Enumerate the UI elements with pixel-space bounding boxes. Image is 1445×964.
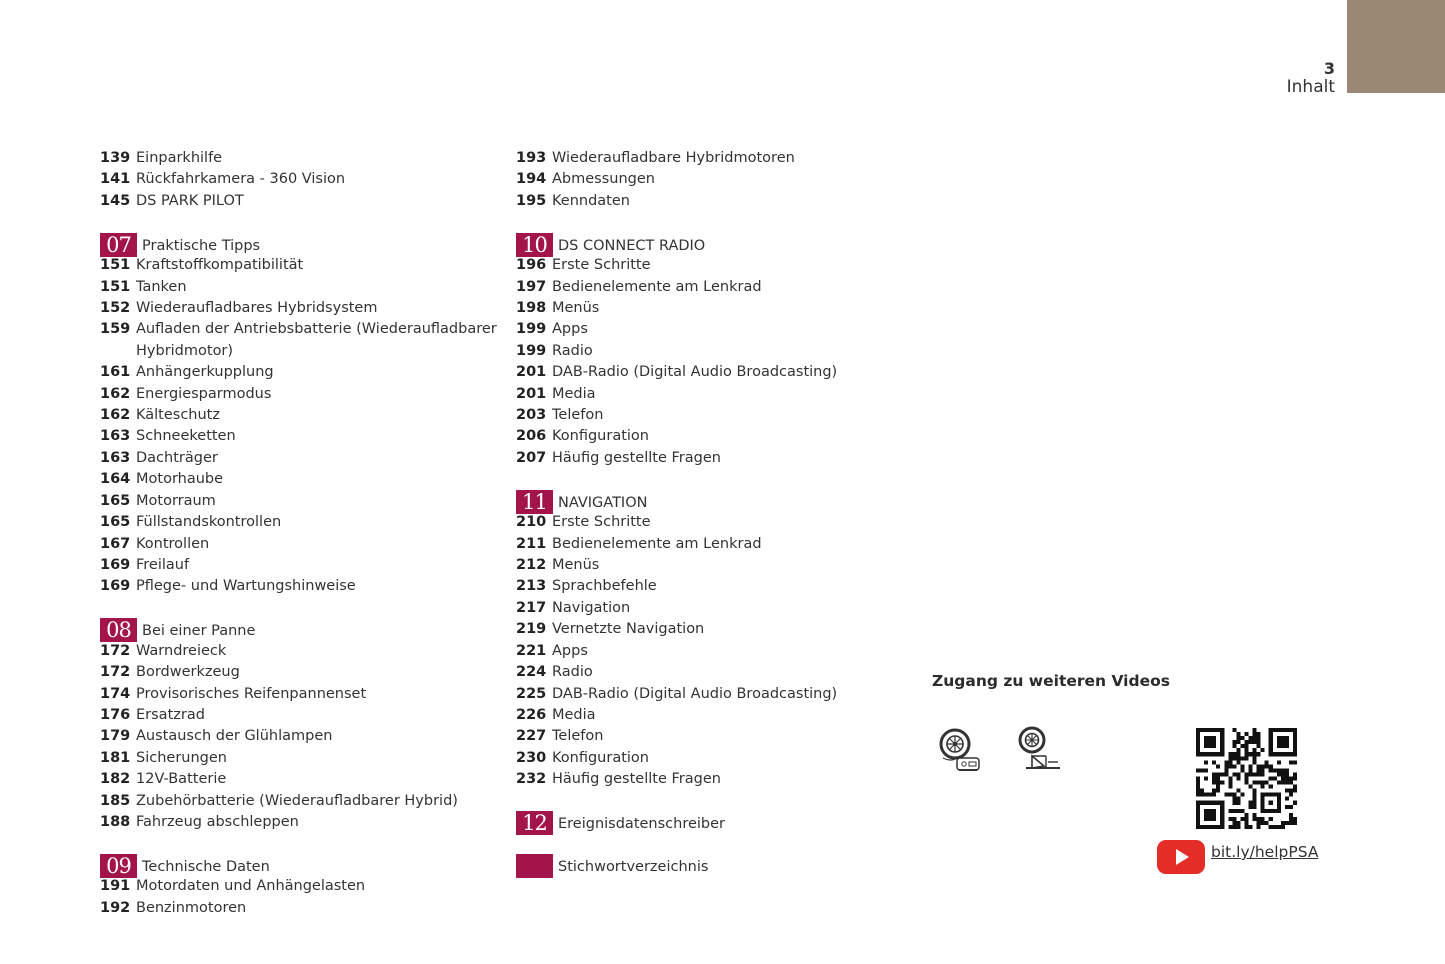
chapter-title: Technische Daten: [142, 858, 270, 875]
chapter-title: Ereignisdatenschreiber: [558, 816, 726, 833]
toc-entry[interactable]: 188 Fahrzeug abschleppen: [100, 814, 299, 831]
chapter-number-badge: 12: [516, 811, 553, 835]
help-link[interactable]: bit.ly/helpPSA: [1211, 843, 1319, 861]
toc-entry[interactable]: 212 Menüs: [516, 557, 600, 574]
spare-wheel-jack-icon[interactable]: [1012, 724, 1066, 778]
chapter-09-heading[interactable]: [100, 855, 497, 876]
chapter-12-heading[interactable]: [516, 811, 837, 836]
toc-entry[interactable]: 203 Telefon: [516, 407, 604, 424]
toc-entry[interactable]: 207 Häufig gestellte Fragen: [516, 449, 721, 466]
intro-list: [100, 148, 497, 212]
toc-entry[interactable]: 210 Erste Schritte: [516, 514, 651, 531]
toc-column-1: [100, 148, 497, 919]
toc-entry[interactable]: 221 Apps: [516, 642, 588, 659]
toc-entry[interactable]: 172 Warndreieck: [100, 642, 227, 659]
toc-entry[interactable]: 165 Füllstandskontrollen: [100, 514, 282, 531]
toc-entry[interactable]: 169 Freilauf: [100, 557, 190, 574]
chapter-title: Bei einer Panne: [142, 623, 256, 640]
toc-entry[interactable]: 192 Benzinmotoren: [100, 899, 247, 916]
chapter-title: DS CONNECT RADIO: [558, 237, 706, 254]
chapter-number-badge: 11: [516, 490, 553, 514]
toc-entry[interactable]: 151 Tanken: [100, 278, 187, 295]
toc-entry[interactable]: 172 Bordwerkzeug: [100, 664, 240, 681]
toc-entry[interactable]: 201 DAB-Radio (Digital Audio Broadcasting): [516, 364, 838, 381]
toc-entry[interactable]: 165 Motorraum: [100, 492, 216, 509]
toc-entry[interactable]: 211 Bedienelemente am Lenkrad: [516, 535, 762, 552]
toc-entry[interactable]: 213 Sprachbefehle: [516, 578, 657, 595]
toc-entry[interactable]: 225 DAB-Radio (Digital Audio Broadcasting): [516, 685, 838, 702]
index-title: Stichwortverzeichnis: [558, 858, 709, 875]
chapter-11-heading[interactable]: [516, 491, 837, 512]
toc-entry[interactable]: 191 Motordaten und Anhängelasten: [100, 878, 366, 895]
chapter-07-heading[interactable]: [100, 234, 497, 255]
toc-entry[interactable]: 169 Pflege- und Wartungshinweise: [100, 578, 356, 595]
toc-entry[interactable]: 185 Zubehörbatterie (Wiederaufladbarer Hybrid): [100, 792, 458, 809]
toc-entry[interactable]: 162 Kälteschutz: [100, 407, 220, 424]
toc-entry-continuation[interactable]: Hybridmotor): [136, 342, 234, 359]
toc-column-2: [516, 148, 837, 876]
toc-entry[interactable]: 152 Wiederaufladbares Hybridsystem: [100, 299, 378, 316]
toc-entry[interactable]: 193 Wiederaufladbare Hybridmotoren: [516, 150, 795, 166]
toc-entry[interactable]: 141 Rückfahrkamera - 360 Vision: [100, 171, 346, 188]
chapter-number-badge: 07: [100, 233, 137, 257]
toc-entry[interactable]: 161 Anhängerkupplung: [100, 364, 274, 381]
toc-entry[interactable]: 199 Apps: [516, 321, 588, 338]
toc-entry[interactable]: 182 12V-Batterie: [100, 771, 227, 788]
toc-entry[interactable]: 151 Kraftstoffkompatibilität: [100, 257, 304, 274]
chapter-title: Praktische Tipps: [142, 237, 261, 254]
chapter-08-heading[interactable]: [100, 618, 497, 643]
chapter-title: NAVIGATION: [558, 494, 648, 511]
toc-entry[interactable]: 196 Erste Schritte: [516, 257, 651, 274]
page-title: Inhalt: [1286, 77, 1335, 97]
toc-entry[interactable]: 194 Abmessungen: [516, 171, 655, 188]
toc-entry[interactable]: 176 Ersatzrad: [100, 706, 205, 723]
toc-entry[interactable]: 179 Austausch der Glühlampen: [100, 728, 333, 745]
chapter-number-badge: 10: [516, 233, 553, 257]
toc-entry[interactable]: 139 Einparkhilfe: [100, 150, 223, 166]
toc-entry[interactable]: 163 Dachträger: [100, 449, 218, 466]
toc-entry[interactable]: 174 Provisorisches Reifenpannenset: [100, 685, 367, 702]
toc-entry[interactable]: 199 Radio: [516, 342, 593, 359]
index-badge: [516, 854, 553, 878]
toc-entry[interactable]: 227 Telefon: [516, 728, 604, 745]
toc-entry[interactable]: 230 Konfiguration: [516, 749, 649, 766]
toc-entry[interactable]: 159 Aufladen der Antriebsbatterie (Wiederaufladbarer: [100, 321, 497, 338]
qr-code-icon[interactable]: [1196, 728, 1297, 829]
toc-entry[interactable]: 224 Radio: [516, 664, 593, 681]
toc-entry[interactable]: 181 Sicherungen: [100, 749, 227, 766]
videos-title: Zugang zu weiteren Videos: [932, 672, 1170, 690]
toc-entry[interactable]: 232 Häufig gestellte Fragen: [516, 771, 721, 788]
chapter-10-heading[interactable]: [516, 234, 837, 255]
toc-entry[interactable]: 195 Kenndaten: [516, 192, 630, 209]
tire-repair-kit-icon[interactable]: [933, 724, 987, 778]
toc-entry[interactable]: 217 Navigation: [516, 599, 631, 616]
chapter-number-badge: 08: [100, 618, 137, 642]
toc-entry[interactable]: 163 Schneeketten: [100, 428, 236, 445]
toc-entry[interactable]: 206 Konfiguration: [516, 428, 649, 445]
toc-entry[interactable]: 198 Menüs: [516, 299, 600, 316]
page-tab-marker: [1347, 0, 1445, 93]
toc-entry[interactable]: 162 Energiesparmodus: [100, 385, 272, 402]
chapter-number-badge: 09: [100, 854, 137, 878]
toc-entry[interactable]: 201 Media: [516, 385, 596, 402]
index-heading[interactable]: [516, 855, 837, 876]
youtube-icon[interactable]: [1157, 840, 1205, 874]
toc-entry[interactable]: 219 Vernetzte Navigation: [516, 621, 705, 638]
page-number: 3: [1323, 59, 1335, 78]
toc-entry[interactable]: 145 DS PARK PILOT: [100, 192, 244, 209]
toc-entry[interactable]: 167 Kontrollen: [100, 535, 210, 552]
toc-entry[interactable]: 164 Motorhaube: [100, 471, 224, 488]
toc-entry[interactable]: 226 Media: [516, 706, 596, 723]
toc-entry[interactable]: 197 Bedienelemente am Lenkrad: [516, 278, 762, 295]
